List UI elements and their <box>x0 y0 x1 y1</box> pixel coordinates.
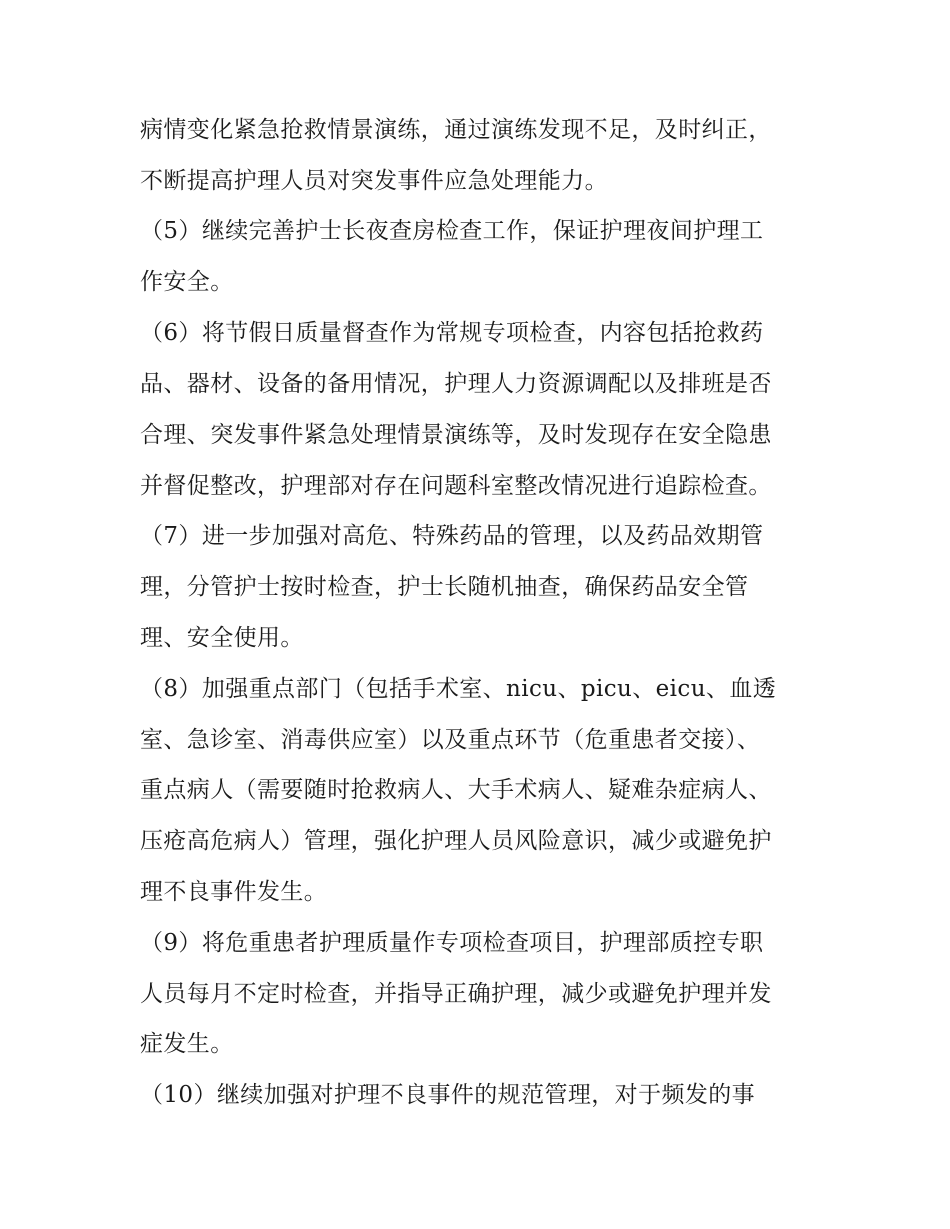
text-line: （5）继续完善护士长夜查房检查工作，保证护理夜间护理工 <box>140 218 764 244</box>
text-line: 压疮高危病人）管理，强化护理人员风险意识，减少或避免护 <box>140 828 772 854</box>
text-line: 不断提高护理人员对突发事件应急处理能力。 <box>140 168 608 194</box>
text-line: 作安全。 <box>140 269 234 295</box>
text-line: 品、器材、设备的备用情况，护理人力资源调配以及排班是否 <box>140 371 772 397</box>
text-line: 重点病人（需要随时抢救病人、大手术病人、疑难杂症病人、 <box>140 777 772 803</box>
text-line: （7）进一步加强对高危、特殊药品的管理，以及药品效期管 <box>140 523 764 549</box>
text-line: （9）将危重患者护理质量作专项检查项目，护理部质控专职 <box>140 930 764 956</box>
text-line: 室、急诊室、消毒供应室）以及重点环节（危重患者交接）、 <box>140 727 761 753</box>
text-line: 症发生。 <box>140 1031 234 1057</box>
text-line: 并督促整改，护理部对存在问题科室整改情况进行追踪检查。 <box>140 473 772 499</box>
text-line: 理，分管护士按时检查，护士长随机抽查，确保药品安全管 <box>140 574 749 600</box>
text-line: 合理、突发事件紧急处理情景演练等，及时发现存在安全隐患 <box>140 422 772 448</box>
text-line: 理不良事件发生。 <box>140 879 328 905</box>
text-line: （8）加强重点部门（包括手术室、nicu、picu、eicu、血透 <box>140 676 777 702</box>
text-line: 人员每月不定时检查，并指导正确护理，减少或避免护理并发 <box>140 981 772 1007</box>
text-line: 病情变化紧急抢救情景演练，通过演练发现不足，及时纠正， <box>140 117 772 143</box>
text-line: （6）将节假日质量督查作为常规专项检查，内容包括抢救药 <box>140 320 764 346</box>
text-line: 理、安全使用。 <box>140 625 304 651</box>
text-line: （10）继续加强对护理不良事件的规范管理，对于频发的事 <box>140 1082 756 1108</box>
